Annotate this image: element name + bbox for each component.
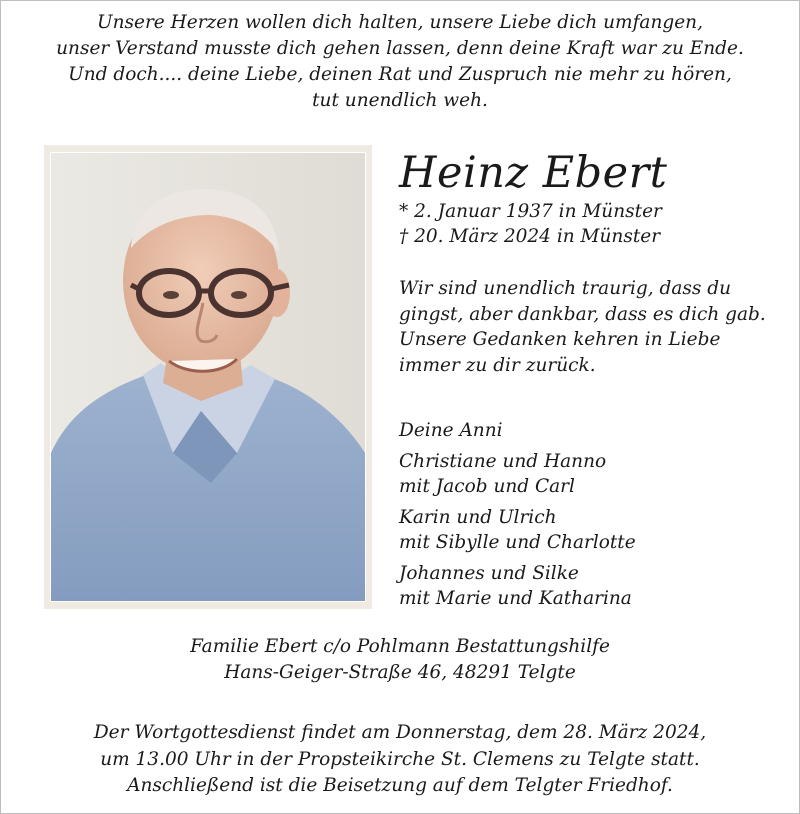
portrait-photo xyxy=(50,152,366,602)
verse-line: Und doch.... deine Liebe, deinen Rat und Zuspruch nie mehr zu hören, xyxy=(68,64,732,85)
deceased-name: Heinz Ebert xyxy=(399,148,668,198)
service-line: um 13.00 Uhr in der Propsteikirche St. Clemens zu Telgte statt. xyxy=(100,748,700,770)
service-line: Der Wortgottesdienst findet am Donnerstag, dem 28. März 2024, xyxy=(93,722,707,743)
verse-line: tut unendlich weh. xyxy=(312,90,488,111)
verse-line: unser Verstand musste dich gehen lassen, denn deine Kraft war zu Ende. xyxy=(56,38,744,59)
mourner-line: mit Jacob und Carl xyxy=(399,476,575,497)
mourners-list xyxy=(399,418,636,617)
contact-line: Familie Ebert c/o Pohlmann Bestattungshilfe xyxy=(190,636,610,657)
quote-line: Wir sind unendlich traurig, dass du xyxy=(399,278,731,299)
service-line: Anschließend ist die Beisetzung auf dem Telgter Friedhof. xyxy=(127,775,673,796)
mourner-line: mit Marie und Katharina xyxy=(399,588,632,609)
mourner-line: mit Sibylle und Charlotte xyxy=(399,532,636,553)
portrait-frame xyxy=(44,145,372,609)
mourner-line: Johannes und Silke xyxy=(399,562,579,584)
mourner-line: Christiane und Hanno xyxy=(399,450,607,472)
mourner-group xyxy=(399,449,636,500)
verse-line: Unsere Herzen wollen dich halten, unsere Liebe dich umfangen, xyxy=(97,12,703,33)
mourner-line: Karin und Ulrich xyxy=(399,506,557,528)
mourning-quote xyxy=(399,276,766,378)
portrait-illustration xyxy=(51,153,365,601)
mourner-group xyxy=(399,561,636,612)
life-dates xyxy=(399,199,662,249)
mourner-line: Deine Anni xyxy=(399,420,503,441)
quote-line: gingst, aber dankbar, dass es dich gab. xyxy=(399,303,766,325)
mourner-group xyxy=(399,505,636,556)
mourner-group xyxy=(399,418,636,444)
contact-line: Hans-Geiger-Straße 46, 48291 Telgte xyxy=(224,662,576,683)
service-information xyxy=(1,720,799,800)
contact-address xyxy=(1,634,799,686)
quote-line: Unsere Gedanken kehren in Liebe xyxy=(399,329,721,350)
birth-date: * 2. Januar 1937 in Münster xyxy=(399,201,662,222)
quote-line: immer zu dir zurück. xyxy=(399,354,596,376)
death-date: † 20. März 2024 in Münster xyxy=(399,226,661,247)
opening-verse xyxy=(1,10,799,114)
